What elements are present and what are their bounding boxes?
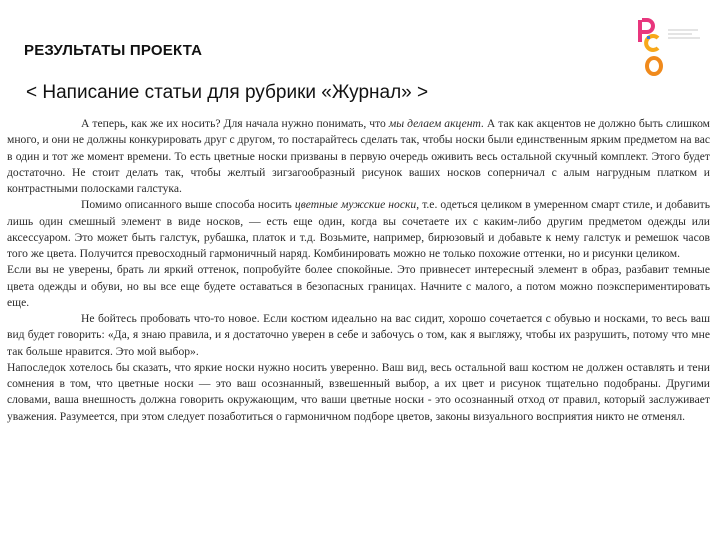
- article-body: [7, 116, 710, 425]
- logo-tagline: [668, 30, 700, 38]
- slide-title: РЕЗУЛЬТАТЫ ПРОЕКТА: [24, 42, 203, 59]
- logo-letter-o: [647, 58, 661, 74]
- emphasis-text: мы делаем акцент: [388, 117, 481, 130]
- paragraph-5: Напоследок хотелось бы сказать, что яркие носки нужно носить уверенно. Ваш вид, весь остальной ваш костюм не должен оставлять и тени сомнения в том, что цветные носки — это ваш осознанный, взвешенный выбор, а их цвет и рисунок тщательно подобраны. Другими словами, ваша внешность должна говорить окружающим, что ваши цветные носки - это осознанный отход от правил, который заслуживает уважения. Разумеется, при этом следует позаботиться о гармоничном подборе цветов, законы визуального восприятия никто не отменял.: [7, 360, 710, 423]
- paragraph-2: Помимо описанного выше способа носить цветные мужские носки, т.е. одеться целиком в умеренном смарт стиле, и добавить лишь один смешный элемент в виде носков, — есть еще один, когда вы сочетаете их с каким-либо другим предметом одежды или аксессуаром. Это может быть галстук, рубашка, платок и т.д. Возьмите, например, бирюзовый и добавьте к нему галстук и ремешок часов того же цвета. Получится превосходный гармоничный наряд. Комбинировать можно не только похожие оттенки, но и рисунки целиком.: [7, 198, 711, 260]
- emphasis-text: цветные мужские носки: [294, 198, 417, 212]
- paragraph-3: Если вы не уверены, брать ли яркий оттенок, попробуйте более спокойные. Это привнесет интересный элемент в образ, разбавит темные цвета одежды и обуви, но вы все еще будете оставаться в безопасных границах. Начните с малого, а потом можно поэкспериментировать еще.: [7, 263, 710, 309]
- rso-logo: [628, 16, 708, 80]
- section-subtitle: < Написание статьи для рубрики «Журнал» >: [26, 82, 429, 103]
- logo-accent-dot: [647, 36, 650, 39]
- paragraph-4: Не бойтесь пробовать что-то новое. Если костюм идеально на вас сидит, хорошо сочетается с обувью и носками, то весь ваш вид будет говорить: «Да, я знаю правила, и я достаточно уверен в себе и забочусь о том, как я выгляжу, чтобы их разрушить, потому что мне так больше нравится. Это мой выбор».: [7, 312, 710, 358]
- paragraph-1: А теперь, как же их носить? Для начала нужно понимать, что мы делаем акцент. А так как акцентов не должно быть слишком много, и они не должны конкурировать друг с другом, то постарайтесь сделать так, чтобы носки были единственным ярким предметом на вас в один и тот же момент времени. То есть цветные носки призваны в первую очередь оживить весь остальной скучный комплект. Этого будет достаточно. Не стоит делать так, чтобы желтый зигзагообразный рисунок ваших носков соперничал с алым нагрудным платком и контрастными полосками галстука.: [7, 117, 710, 195]
